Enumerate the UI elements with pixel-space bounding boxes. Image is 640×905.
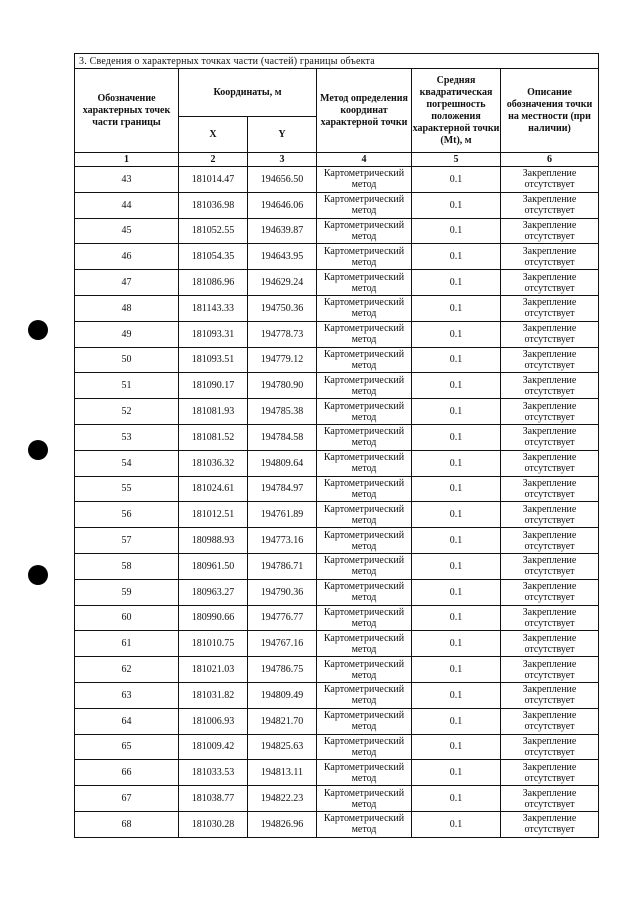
point-id-cell: 62	[75, 657, 179, 683]
x-coordinate-cell: 181038.77	[179, 786, 248, 812]
description-cell: Закрепление отсутствует	[501, 786, 599, 812]
method-cell: Картометрический метод	[317, 399, 412, 425]
point-id-cell: 58	[75, 553, 179, 579]
x-coordinate-cell: 181012.51	[179, 502, 248, 528]
points-body	[75, 167, 599, 838]
x-coordinate-cell: 180963.27	[179, 579, 248, 605]
x-coordinate-cell: 181143.33	[179, 295, 248, 321]
header-method: Метод определения координат характерной точки	[317, 69, 412, 153]
point-id-cell: 51	[75, 373, 179, 399]
point-id-cell: 67	[75, 786, 179, 812]
description-cell: Закрепление отсутствует	[501, 476, 599, 502]
error-cell: 0.1	[412, 579, 501, 605]
table-row	[75, 192, 599, 218]
error-cell: 0.1	[412, 450, 501, 476]
error-cell: 0.1	[412, 167, 501, 193]
description-cell: Закрепление отсутствует	[501, 708, 599, 734]
x-coordinate-cell: 181093.51	[179, 347, 248, 373]
y-coordinate-cell: 194825.63	[248, 734, 317, 760]
description-cell: Закрепление отсутствует	[501, 734, 599, 760]
x-coordinate-cell: 181014.47	[179, 167, 248, 193]
x-coordinate-cell: 181024.61	[179, 476, 248, 502]
column-numbers-row	[75, 153, 599, 167]
y-coordinate-cell: 194785.38	[248, 399, 317, 425]
x-coordinate-cell: 181031.82	[179, 682, 248, 708]
x-coordinate-cell: 181030.28	[179, 811, 248, 837]
method-cell: Картометрический метод	[317, 424, 412, 450]
description-cell: Закрепление отсутствует	[501, 811, 599, 837]
error-cell: 0.1	[412, 760, 501, 786]
column-number: 4	[317, 153, 412, 167]
error-cell: 0.1	[412, 218, 501, 244]
point-id-cell: 47	[75, 270, 179, 296]
method-cell: Картометрический метод	[317, 553, 412, 579]
method-cell: Картометрический метод	[317, 192, 412, 218]
point-id-cell: 50	[75, 347, 179, 373]
table-row	[75, 167, 599, 193]
error-cell: 0.1	[412, 476, 501, 502]
point-id-cell: 59	[75, 579, 179, 605]
column-number: 2	[179, 153, 248, 167]
header-coordinates: Координаты, м	[179, 69, 317, 117]
point-id-cell: 43	[75, 167, 179, 193]
description-cell: Закрепление отсутствует	[501, 295, 599, 321]
y-coordinate-cell: 194646.06	[248, 192, 317, 218]
error-cell: 0.1	[412, 295, 501, 321]
x-coordinate-cell: 181036.32	[179, 450, 248, 476]
error-cell: 0.1	[412, 192, 501, 218]
table-row	[75, 424, 599, 450]
header-y: Y	[248, 117, 317, 153]
method-cell: Картометрический метод	[317, 605, 412, 631]
table-row	[75, 734, 599, 760]
x-coordinate-cell: 181086.96	[179, 270, 248, 296]
description-cell: Закрепление отсутствует	[501, 321, 599, 347]
description-cell: Закрепление отсутствует	[501, 270, 599, 296]
boundary-points-table	[74, 53, 599, 838]
point-id-cell: 54	[75, 450, 179, 476]
y-coordinate-cell: 194778.73	[248, 321, 317, 347]
error-cell: 0.1	[412, 657, 501, 683]
y-coordinate-cell: 194813.11	[248, 760, 317, 786]
point-id-cell: 45	[75, 218, 179, 244]
y-coordinate-cell: 194761.89	[248, 502, 317, 528]
description-cell: Закрепление отсутствует	[501, 424, 599, 450]
table-row	[75, 244, 599, 270]
table-row	[75, 399, 599, 425]
table-row	[75, 321, 599, 347]
table-row	[75, 347, 599, 373]
description-cell: Закрепление отсутствует	[501, 657, 599, 683]
method-cell: Картометрический метод	[317, 657, 412, 683]
table-row	[75, 657, 599, 683]
x-coordinate-cell: 181006.93	[179, 708, 248, 734]
point-id-cell: 66	[75, 760, 179, 786]
x-coordinate-cell: 180990.66	[179, 605, 248, 631]
error-cell: 0.1	[412, 811, 501, 837]
method-cell: Картометрический метод	[317, 528, 412, 554]
description-cell: Закрепление отсутствует	[501, 450, 599, 476]
point-id-cell: 64	[75, 708, 179, 734]
x-coordinate-cell: 181054.35	[179, 244, 248, 270]
column-number: 1	[75, 153, 179, 167]
table-row	[75, 682, 599, 708]
description-cell: Закрепление отсутствует	[501, 502, 599, 528]
column-number: 6	[501, 153, 599, 167]
point-id-cell: 49	[75, 321, 179, 347]
y-coordinate-cell: 194786.71	[248, 553, 317, 579]
point-id-cell: 60	[75, 605, 179, 631]
binder-hole-top	[28, 320, 48, 340]
y-coordinate-cell: 194639.87	[248, 218, 317, 244]
column-number: 5	[412, 153, 501, 167]
table-caption: 3. Сведения о характерных точках части (частей) границы объекта	[75, 54, 599, 69]
method-cell: Картометрический метод	[317, 631, 412, 657]
y-coordinate-cell: 194809.64	[248, 450, 317, 476]
description-cell: Закрепление отсутствует	[501, 553, 599, 579]
table-row	[75, 373, 599, 399]
method-cell: Картометрический метод	[317, 244, 412, 270]
table-row	[75, 605, 599, 631]
method-cell: Картометрический метод	[317, 811, 412, 837]
x-coordinate-cell: 181036.98	[179, 192, 248, 218]
table-row	[75, 811, 599, 837]
table-row	[75, 270, 599, 296]
point-id-cell: 48	[75, 295, 179, 321]
table-row	[75, 553, 599, 579]
y-coordinate-cell: 194821.70	[248, 708, 317, 734]
header-point: Обозначение характерных точек части границы	[75, 69, 179, 153]
error-cell: 0.1	[412, 424, 501, 450]
table-row	[75, 631, 599, 657]
description-cell: Закрепление отсутствует	[501, 605, 599, 631]
y-coordinate-cell: 194822.23	[248, 786, 317, 812]
method-cell: Картометрический метод	[317, 682, 412, 708]
error-cell: 0.1	[412, 605, 501, 631]
x-coordinate-cell: 181021.03	[179, 657, 248, 683]
header-error: Средняя квадратическая погрешность положения характерной точки (Mt), м	[412, 69, 501, 153]
error-cell: 0.1	[412, 553, 501, 579]
table-row	[75, 760, 599, 786]
description-cell: Закрепление отсутствует	[501, 760, 599, 786]
y-coordinate-cell: 194767.16	[248, 631, 317, 657]
description-cell: Закрепление отсутствует	[501, 244, 599, 270]
x-coordinate-cell: 181009.42	[179, 734, 248, 760]
error-cell: 0.1	[412, 786, 501, 812]
x-coordinate-cell: 181081.52	[179, 424, 248, 450]
x-coordinate-cell: 181033.53	[179, 760, 248, 786]
method-cell: Картометрический метод	[317, 450, 412, 476]
x-coordinate-cell: 181052.55	[179, 218, 248, 244]
error-cell: 0.1	[412, 682, 501, 708]
method-cell: Картометрический метод	[317, 347, 412, 373]
error-cell: 0.1	[412, 244, 501, 270]
y-coordinate-cell: 194786.75	[248, 657, 317, 683]
header-x: X	[179, 117, 248, 153]
y-coordinate-cell: 194780.90	[248, 373, 317, 399]
table-row	[75, 476, 599, 502]
y-coordinate-cell: 194643.95	[248, 244, 317, 270]
error-cell: 0.1	[412, 347, 501, 373]
table-row	[75, 295, 599, 321]
description-cell: Закрепление отсутствует	[501, 682, 599, 708]
table-row	[75, 528, 599, 554]
x-coordinate-cell: 181090.17	[179, 373, 248, 399]
binder-hole-bottom	[28, 565, 48, 585]
error-cell: 0.1	[412, 399, 501, 425]
y-coordinate-cell: 194656.50	[248, 167, 317, 193]
description-cell: Закрепление отсутствует	[501, 528, 599, 554]
method-cell: Картометрический метод	[317, 760, 412, 786]
error-cell: 0.1	[412, 528, 501, 554]
table-row	[75, 786, 599, 812]
binder-hole-middle	[28, 440, 48, 460]
table-row	[75, 502, 599, 528]
method-cell: Картометрический метод	[317, 579, 412, 605]
point-id-cell: 65	[75, 734, 179, 760]
header-description: Описание обозначения точки на местности (при наличии)	[501, 69, 599, 153]
y-coordinate-cell: 194629.24	[248, 270, 317, 296]
y-coordinate-cell: 194784.97	[248, 476, 317, 502]
error-cell: 0.1	[412, 270, 501, 296]
error-cell: 0.1	[412, 631, 501, 657]
table-row	[75, 708, 599, 734]
point-id-cell: 56	[75, 502, 179, 528]
table-row	[75, 579, 599, 605]
error-cell: 0.1	[412, 502, 501, 528]
y-coordinate-cell: 194826.96	[248, 811, 317, 837]
point-id-cell: 46	[75, 244, 179, 270]
error-cell: 0.1	[412, 708, 501, 734]
error-cell: 0.1	[412, 321, 501, 347]
point-id-cell: 63	[75, 682, 179, 708]
point-id-cell: 44	[75, 192, 179, 218]
point-id-cell: 61	[75, 631, 179, 657]
error-cell: 0.1	[412, 373, 501, 399]
method-cell: Картометрический метод	[317, 786, 412, 812]
table-row	[75, 218, 599, 244]
point-id-cell: 52	[75, 399, 179, 425]
description-cell: Закрепление отсутствует	[501, 399, 599, 425]
y-coordinate-cell: 194776.77	[248, 605, 317, 631]
column-number: 3	[248, 153, 317, 167]
x-coordinate-cell: 181010.75	[179, 631, 248, 657]
x-coordinate-cell: 181081.93	[179, 399, 248, 425]
method-cell: Картометрический метод	[317, 218, 412, 244]
method-cell: Картометрический метод	[317, 734, 412, 760]
x-coordinate-cell: 180988.93	[179, 528, 248, 554]
table-row	[75, 450, 599, 476]
description-cell: Закрепление отсутствует	[501, 631, 599, 657]
point-id-cell: 55	[75, 476, 179, 502]
point-id-cell: 68	[75, 811, 179, 837]
x-coordinate-cell: 180961.50	[179, 553, 248, 579]
x-coordinate-cell: 181093.31	[179, 321, 248, 347]
boundary-points-sheet	[74, 53, 598, 838]
y-coordinate-cell: 194773.16	[248, 528, 317, 554]
method-cell: Картометрический метод	[317, 708, 412, 734]
y-coordinate-cell: 194750.36	[248, 295, 317, 321]
point-id-cell: 53	[75, 424, 179, 450]
description-cell: Закрепление отсутствует	[501, 373, 599, 399]
description-cell: Закрепление отсутствует	[501, 218, 599, 244]
description-cell: Закрепление отсутствует	[501, 579, 599, 605]
method-cell: Картометрический метод	[317, 167, 412, 193]
y-coordinate-cell: 194790.36	[248, 579, 317, 605]
y-coordinate-cell: 194779.12	[248, 347, 317, 373]
method-cell: Картометрический метод	[317, 476, 412, 502]
description-cell: Закрепление отсутствует	[501, 167, 599, 193]
point-id-cell: 57	[75, 528, 179, 554]
method-cell: Картометрический метод	[317, 270, 412, 296]
method-cell: Картометрический метод	[317, 321, 412, 347]
method-cell: Картометрический метод	[317, 502, 412, 528]
description-cell: Закрепление отсутствует	[501, 192, 599, 218]
error-cell: 0.1	[412, 734, 501, 760]
y-coordinate-cell: 194784.58	[248, 424, 317, 450]
description-cell: Закрепление отсутствует	[501, 347, 599, 373]
method-cell: Картометрический метод	[317, 295, 412, 321]
method-cell: Картометрический метод	[317, 373, 412, 399]
y-coordinate-cell: 194809.49	[248, 682, 317, 708]
